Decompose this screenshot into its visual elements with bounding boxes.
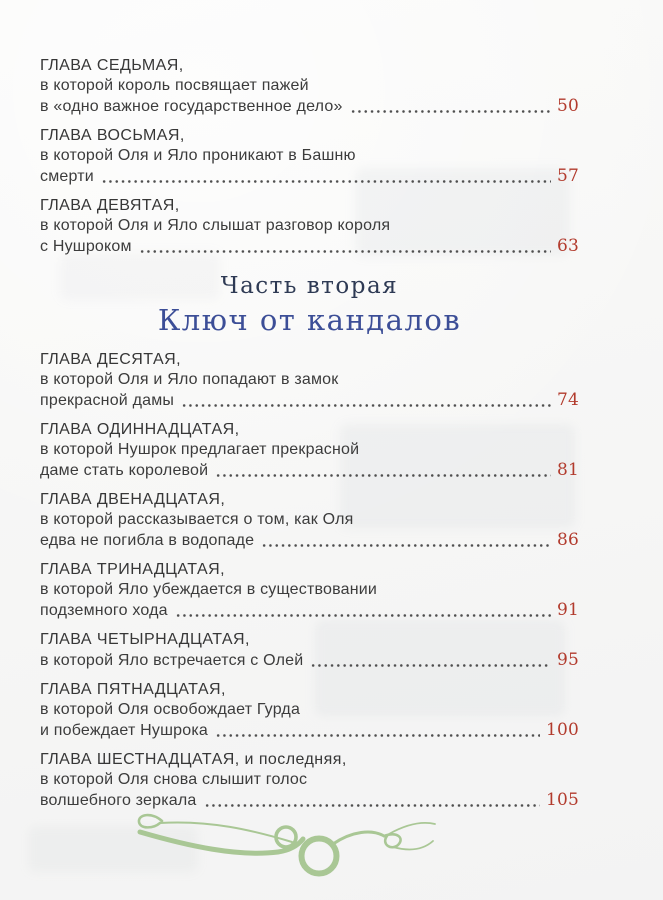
page-number: 81: [556, 460, 579, 480]
toc-entry-chapter-11: [40, 420, 579, 481]
toc-entry-chapter-16: [40, 750, 579, 811]
chapter-heading: ГЛАВА ДЕСЯТАЯ,: [40, 351, 182, 368]
chapter-subtitle-line: в которой рассказывается о том, как Оля: [40, 511, 354, 528]
chapter-subtitle-end: едва не погибла в водопаде: [40, 532, 255, 549]
chapter-heading: ГЛАВА ДЕВЯТАЯ,: [40, 197, 180, 214]
dot-leader: [215, 734, 540, 737]
page-number: 105: [545, 790, 579, 810]
chapter-subtitle-end: прекрасной дамы: [40, 392, 175, 409]
dot-leader: [261, 544, 551, 547]
chapter-heading: ГЛАВА ПЯТНАДЦАТАЯ,: [40, 681, 226, 698]
chapter-subtitle-end: подземного хода: [40, 602, 168, 619]
part-label: Часть вторая: [220, 273, 399, 299]
toc-entry-chapter-10: [40, 350, 579, 411]
chapter-last-line: [40, 790, 579, 811]
toc-entry-chapter-15: [40, 680, 579, 741]
chapter-subtitle-line: в которой Яло убеждается в существовании: [40, 581, 378, 598]
toc-entry-chapter-13: [40, 560, 579, 621]
page-number: 74: [556, 390, 579, 410]
page-number: 50: [556, 96, 579, 116]
chapter-heading: ГЛАВА ЧЕТЫРНАДЦАТАЯ,: [40, 631, 250, 648]
chapter-subtitle-line: в которой Оля снова слышит голос: [40, 771, 308, 788]
chapter-subtitle-line: в которой Оля освобождает Гурда: [40, 701, 301, 718]
toc-entry-chapter-7: [40, 56, 579, 117]
chapter-subtitle-line: в которой Оля и Яло слышат разговор короля: [40, 217, 391, 234]
dot-leader: [139, 250, 551, 253]
toc-entry-chapter-12: [40, 490, 579, 551]
chapter-last-line: [40, 390, 579, 411]
chapter-heading: ГЛАВА ОДИННАДЦАТАЯ,: [40, 421, 240, 438]
chapter-last-line: [40, 460, 579, 481]
chapter-heading: ГЛАВА СЕДЬМАЯ,: [40, 57, 184, 74]
page-number: 63: [556, 236, 579, 256]
chapter-subtitle-line: в которой Оля и Яло попадают в замок: [40, 371, 339, 388]
part-divider: [40, 272, 579, 337]
dot-leader: [350, 110, 551, 113]
chapter-subtitle-end: волшебного зеркала: [40, 792, 197, 809]
dot-leader: [310, 664, 551, 667]
chapter-last-line: [40, 600, 579, 621]
chapter-subtitle-end: смерти: [40, 168, 94, 185]
chapter-last-line: [40, 650, 579, 671]
chapter-last-line: [40, 96, 579, 117]
toc-entry-chapter-9: [40, 196, 579, 257]
chapter-last-line: [40, 166, 579, 187]
page-number: 95: [556, 650, 579, 670]
dot-leader: [215, 474, 551, 477]
dot-leader: [175, 614, 551, 617]
chapter-last-line: [40, 236, 579, 257]
page-number: 57: [556, 166, 579, 186]
dot-leader: [101, 180, 551, 183]
chapter-subtitle-line: в которой Нушрок предлагает прекрасной: [40, 441, 360, 458]
dot-leader: [204, 804, 540, 807]
chapter-last-line: [40, 530, 579, 551]
toc-section-part-two: [40, 350, 579, 811]
chapter-subtitle-line: в которой король посвящает пажей: [40, 77, 309, 94]
chapter-heading: ГЛАВА ДВЕНАДЦАТАЯ,: [40, 491, 226, 508]
toc-entry-chapter-8: [40, 126, 579, 187]
chapter-heading: ГЛАВА ВОСЬМАЯ,: [40, 127, 185, 144]
chapter-subtitle-end: в «одно важное государственное дело»: [40, 98, 343, 115]
part-title: Ключ от кандалов: [157, 303, 462, 337]
toc-entry-chapter-14: [40, 630, 579, 671]
page-number: 91: [556, 600, 579, 620]
chapter-subtitle-end: даме стать королевой: [40, 462, 209, 479]
chapter-subtitle-end: в которой Яло встречается с Олей: [40, 652, 304, 669]
chapter-last-line: [40, 720, 579, 741]
page-number: 100: [545, 720, 579, 740]
chapter-heading: ГЛАВА ТРИНАДЦАТАЯ,: [40, 561, 226, 578]
chapter-subtitle-line: в которой Оля и Яло проникают в Башню: [40, 147, 356, 164]
chapter-subtitle-end: с Нушроком: [40, 238, 132, 255]
dot-leader: [181, 404, 551, 407]
chapter-heading: ГЛАВА ШЕСТНАДЦАТАЯ, и последняя,: [40, 751, 347, 768]
toc-section-part-one: [40, 56, 579, 257]
chapter-subtitle-end: и побеждает Нушрока: [40, 722, 208, 739]
page-number: 86: [556, 530, 579, 550]
ribbon-flourish-icon: [126, 811, 456, 885]
